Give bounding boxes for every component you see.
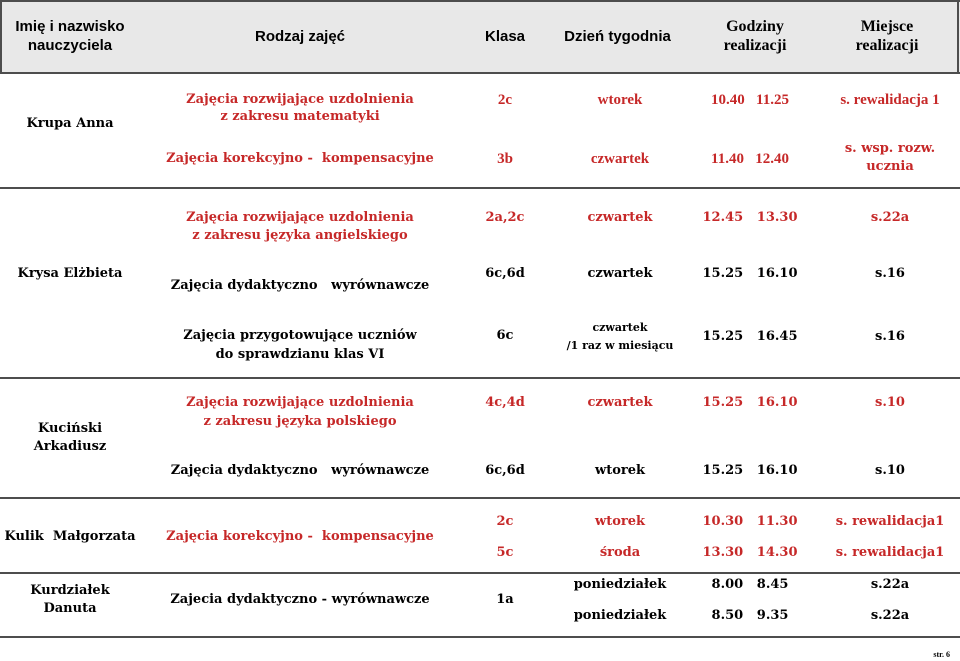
teacher-name: Danuta — [43, 601, 97, 616]
place-cell: s.16 — [875, 266, 905, 281]
day-cell: wtorek — [597, 92, 643, 108]
teacher-name: Arkadiusz — [33, 439, 107, 454]
teacher-name: Krupa Anna — [26, 116, 114, 131]
hours-cell: 10.30 11.30 — [702, 514, 798, 529]
day-cell: wtorek — [595, 514, 645, 529]
activity-type: Zajęcia rozwijające uzdolnienia — [186, 210, 414, 225]
place-cell: s. rewalidacja1 — [835, 514, 945, 529]
table-row-divider — [0, 187, 960, 189]
hours-cell: 15.25 16.10 — [702, 266, 798, 281]
table-row-divider — [0, 497, 960, 499]
class-cell: 1a — [496, 592, 514, 607]
hours-cell: 15.25 16.10 — [702, 395, 798, 410]
place-cell: s. rewalidacja 1 — [840, 92, 940, 108]
class-cell: 5c — [496, 545, 514, 560]
activity-type: do sprawdzianu klas VI — [215, 347, 385, 362]
activity-type: Zajęcia dydaktyczno wyrównawcze — [170, 463, 430, 478]
class-cell: 6c,6d — [485, 463, 525, 478]
column-header-day: Dzień tygodnia — [564, 27, 671, 45]
place-cell: s.22a — [870, 577, 910, 592]
class-cell: 2a,2c — [485, 210, 525, 225]
table-row-divider — [0, 572, 960, 574]
hours-cell: 13.30 14.30 — [702, 545, 798, 560]
class-cell: 6c,6d — [485, 266, 525, 281]
column-header-place: Miejsce realizacji — [855, 18, 919, 54]
table-border-right — [957, 0, 959, 72]
activity-type: Zajęcia korekcyjno - kompensacyjne — [166, 151, 434, 166]
place-cell: ucznia — [866, 159, 914, 174]
activity-type: Zajęcia korekcyjno - kompensacyjne — [166, 529, 434, 544]
day-cell: czwartek — [590, 151, 650, 167]
hours-cell: 11.40 12.40 — [711, 151, 789, 167]
day-cell: wtorek — [595, 463, 645, 478]
activity-type: Zajęcia przygotowujące uczniów — [183, 328, 417, 343]
activity-type: z zakresu języka polskiego — [203, 414, 397, 429]
table-row-divider — [0, 72, 960, 74]
day-cell: poniedziałek — [573, 577, 667, 592]
day-cell: /1 raz w miesiącu — [566, 339, 674, 352]
place-cell: s.22a — [870, 210, 910, 225]
activity-type: Zajecia dydaktyczno - wyrównawcze — [170, 592, 430, 607]
hours-cell: 12.45 13.30 — [702, 210, 798, 225]
hours-cell: 15.25 16.45 — [702, 329, 798, 344]
place-cell: s.22a — [870, 608, 910, 623]
day-cell: poniedziałek — [573, 608, 667, 623]
place-cell: s.10 — [875, 463, 905, 478]
day-cell: środa — [599, 545, 641, 560]
teacher-name: Kurdziałek — [30, 583, 110, 598]
activity-type: Zajęcia rozwijające uzdolnienia — [186, 92, 414, 107]
activity-type: z zakresu języka angielskiego — [192, 228, 408, 243]
column-header-teacher: Imię i nazwisko nauczyciela — [15, 18, 125, 54]
day-cell: czwartek — [587, 395, 653, 410]
class-cell: 3b — [497, 151, 513, 167]
table-row-divider — [0, 377, 960, 379]
class-cell: 2c — [497, 92, 513, 108]
day-cell: czwartek — [587, 266, 653, 281]
place-cell: s. wsp. rozw. — [844, 141, 936, 156]
class-cell: 4c,4d — [485, 395, 525, 410]
hours-cell: 8.00 8.45 — [711, 577, 789, 592]
teacher-name: Kulik Małgorzata — [4, 529, 136, 544]
teacher-name: Krysa Elżbieta — [17, 266, 123, 281]
column-header-class: Klasa — [484, 27, 526, 45]
class-cell: 6c — [496, 328, 514, 343]
place-cell: s. rewalidacja1 — [835, 545, 945, 560]
hours-cell: 8.50 9.35 — [711, 608, 789, 623]
teacher-name: Kuciński — [37, 421, 103, 436]
page-number: str. 6 — [933, 650, 950, 659]
class-cell: 2c — [496, 514, 514, 529]
activity-type: Zajęcia dydaktyczno wyrównawcze — [170, 278, 430, 293]
table-border-bottom — [0, 636, 960, 638]
place-cell: s.10 — [875, 395, 905, 410]
hours-cell: 15.25 16.10 — [702, 463, 798, 478]
activity-type: z zakresu matematyki — [220, 109, 380, 124]
day-cell: czwartek — [587, 210, 653, 225]
activity-type: Zajęcia rozwijające uzdolnienia — [186, 395, 414, 410]
column-header-activity-type: Rodzaj zajęć — [254, 27, 346, 45]
place-cell: s.16 — [875, 329, 905, 344]
column-header-hours: Godziny realizacji — [723, 18, 787, 54]
hours-cell: 10.40 11.25 — [711, 92, 789, 108]
day-cell: czwartek — [592, 321, 648, 334]
